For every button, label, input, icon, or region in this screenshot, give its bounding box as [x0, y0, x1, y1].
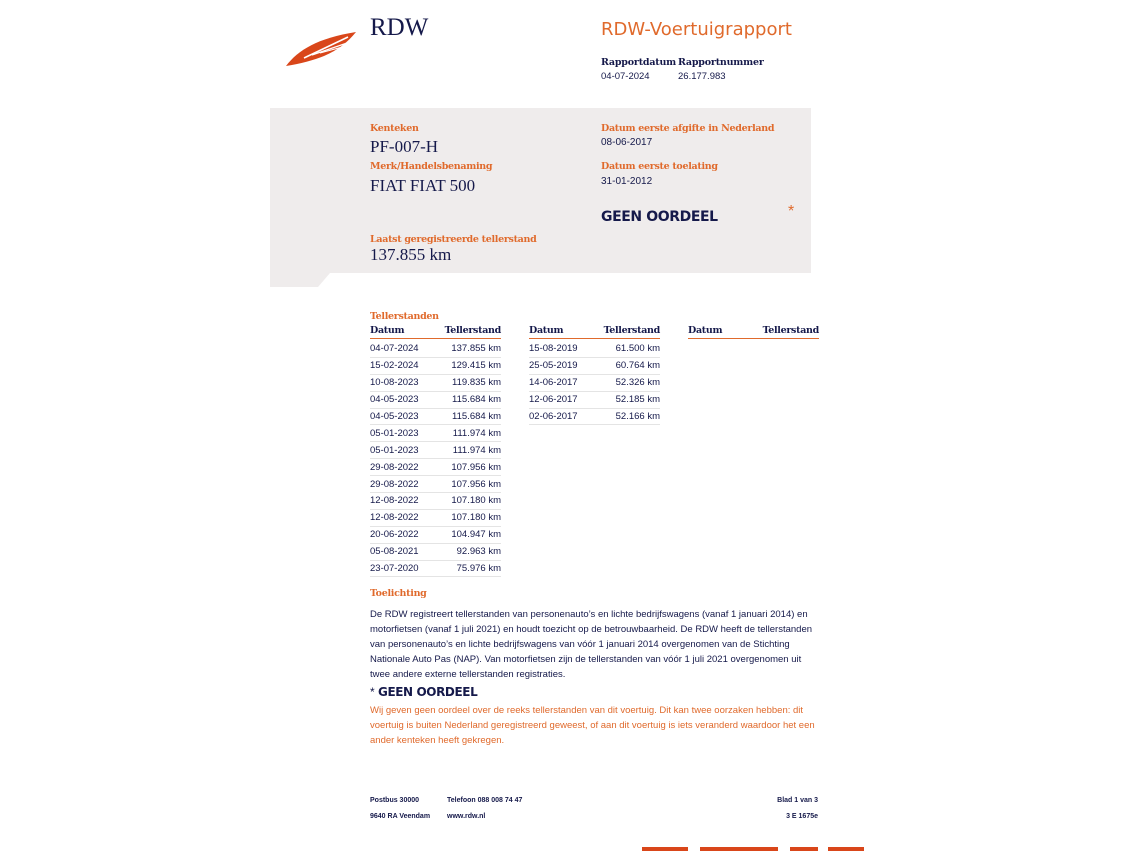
odometer-row — [370, 493, 501, 510]
odometer-reading: 92.963 km — [456, 546, 501, 558]
odometer-date: 12-06-2017 — [529, 394, 578, 406]
odometer-column-header — [688, 325, 819, 339]
odometer-rows — [688, 339, 819, 341]
panel-tail-shape — [270, 273, 330, 287]
rapportnummer-value: 26.177.983 — [678, 71, 726, 82]
geen-oordeel-heading — [370, 685, 477, 699]
footer-page-number: Blad 1 van 3 — [777, 797, 818, 804]
odometer-date: 05-08-2021 — [370, 546, 419, 558]
tellerstanden-title: Tellerstanden — [370, 311, 439, 322]
odometer-row — [370, 544, 501, 561]
toelating-label: Datum eerste toelating — [601, 161, 718, 172]
odometer-column-1 — [370, 325, 501, 577]
odometer-reading: 52.166 km — [615, 411, 660, 422]
odometer-reading: 107.956 km — [451, 461, 501, 473]
odometer-date: 14-06-2017 — [529, 377, 578, 389]
odometer-column-header — [370, 325, 501, 339]
datum-header: Datum — [688, 325, 723, 336]
geen-oordeel-asterisk: * — [370, 685, 375, 699]
odometer-row — [370, 527, 501, 544]
odometer-date: 04-05-2023 — [370, 394, 419, 406]
odometer-column-3 — [688, 325, 819, 341]
odometer-reading: 107.180 km — [451, 512, 501, 524]
odometer-row — [370, 392, 501, 409]
verdict-asterisk: * — [788, 203, 795, 220]
odometer-date: 05-01-2023 — [370, 444, 419, 456]
odometer-reading: 115.684 km — [452, 411, 501, 422]
brand-name: RDW — [370, 14, 429, 41]
odometer-reading: 129.415 km — [451, 360, 501, 372]
odometer-reading: 52.185 km — [615, 394, 660, 406]
odometer-reading: 104.947 km — [451, 529, 501, 541]
toelating-value: 31-01-2012 — [601, 176, 653, 187]
odometer-row — [370, 409, 501, 426]
rdw-feather-logo-icon — [284, 28, 360, 70]
odometer-row — [370, 425, 501, 442]
odometer-reading: 61.500 km — [615, 343, 660, 355]
odometer-date: 29-08-2022 — [370, 478, 419, 490]
odometer-row — [529, 392, 660, 409]
rapportnummer-label: Rapportnummer — [678, 57, 764, 68]
odometer-row — [370, 561, 501, 578]
odometer-date: 15-02-2024 — [370, 360, 419, 372]
odometer-date: 25-05-2019 — [529, 360, 578, 372]
afgifte-label: Datum eerste afgifte in Nederland — [601, 123, 775, 134]
odometer-rows — [370, 339, 501, 577]
odometer-reading: 60.764 km — [615, 360, 660, 372]
odometer-row — [370, 442, 501, 459]
tellerstand-header: Tellerstand — [762, 325, 819, 336]
odometer-row — [529, 375, 660, 392]
odometer-reading: 115.684 km — [452, 394, 501, 406]
geen-oordeel-text: Wij geven geen oordeel over de reeks tellerstanden van dit voertuig. Dit kan twee oorzaken hebben: dit voertuig is buiten Nederland geregistreerd geweest, of aan dit voertuig is iets veranderd waardoor het een ander kenteken heeft gekregen. — [370, 705, 815, 746]
footer-document-code: 3 E 1675e — [786, 813, 818, 820]
odometer-column-header — [529, 325, 660, 339]
tellerstand-header: Tellerstand — [444, 325, 501, 336]
tellerstand-header: Tellerstand — [603, 325, 660, 336]
footer-telefoon: Telefoon 088 008 74 47 — [447, 797, 523, 804]
odometer-date: 02-06-2017 — [529, 411, 578, 422]
odometer-date: 29-08-2022 — [370, 461, 419, 473]
footer-stripe — [828, 847, 864, 851]
odometer-date: 12-08-2022 — [370, 512, 419, 524]
odometer-reading: 107.956 km — [451, 478, 501, 490]
odometer-row — [370, 341, 501, 358]
odometer-date: 12-08-2022 — [370, 495, 419, 507]
merk-value: FIAT FIAT 500 — [370, 176, 476, 195]
tellerstand-value: 137.855 km — [370, 245, 452, 264]
datum-header: Datum — [370, 325, 405, 336]
afgifte-value: 08-06-2017 — [601, 137, 653, 148]
merk-label: Merk/Handelsbenaming — [370, 161, 493, 172]
rapportdatum-label: Rapportdatum — [601, 57, 677, 68]
odometer-reading: 75.976 km — [456, 563, 501, 575]
datum-header: Datum — [529, 325, 564, 336]
rapportdatum-value: 04-07-2024 — [601, 71, 650, 82]
footer-stripe — [642, 847, 688, 851]
verdict-badge: GEEN OORDEEL — [601, 209, 718, 225]
odometer-reading: 107.180 km — [451, 495, 501, 507]
odometer-date: 20-06-2022 — [370, 529, 419, 541]
kenteken-label: Kenteken — [370, 123, 419, 134]
odometer-reading: 119.835 km — [452, 377, 501, 389]
tellerstand-label: Laatst geregistreerde tellerstand — [370, 234, 537, 245]
odometer-reading: 52.326 km — [615, 377, 660, 389]
odometer-reading: 111.974 km — [452, 427, 501, 439]
odometer-row — [370, 375, 501, 392]
footer-stripe — [700, 847, 778, 851]
odometer-row — [529, 409, 660, 426]
odometer-rows — [529, 339, 660, 425]
odometer-column-2 — [529, 325, 660, 425]
odometer-date: 04-07-2024 — [370, 343, 419, 355]
footer-website[interactable]: www.rdw.nl — [447, 813, 486, 820]
odometer-row — [370, 510, 501, 527]
odometer-reading: 137.855 km — [451, 343, 501, 355]
odometer-row — [370, 358, 501, 375]
footer-stripe — [790, 847, 818, 851]
geen-oordeel-title: GEEN OORDEEL — [378, 685, 478, 699]
odometer-row — [370, 476, 501, 493]
odometer-row — [529, 341, 660, 358]
odometer-date: 10-08-2023 — [370, 377, 419, 389]
footer-plaats: 9640 RA Veendam — [370, 813, 431, 820]
toelichting-text: De RDW registreert tellerstanden van personenauto’s en lichte bedrijfswagens (vanaf 1 januari 2014) en motorfietsen (vanaf 1 juli 2021) en houdt toezicht op de betrouwbaarheid. De RDW heeft de tellerstanden van personenauto’s en lichte bedrijfswagens van vóór 1 januari 2014 overgenomen van de Stichting Nationale Auto Pas (NAP). Van motorfietsen zijn de tellerstanden van vóór 1 juli 2021 overgenomen uit twee andere externe tellerstanden registraties. — [370, 609, 813, 680]
odometer-date: 23-07-2020 — [370, 563, 419, 575]
odometer-date: 15-08-2019 — [529, 343, 578, 355]
odometer-date: 04-05-2023 — [370, 411, 419, 422]
report-title: RDW-Voertuigrapport — [601, 19, 792, 40]
toelichting-title: Toelichting — [370, 588, 427, 599]
odometer-date: 05-01-2023 — [370, 427, 419, 439]
footer-postbus: Postbus 30000 — [370, 797, 420, 804]
odometer-row — [370, 459, 501, 476]
odometer-row — [529, 358, 660, 375]
odometer-reading: 111.974 km — [452, 444, 501, 456]
kenteken-value: PF-007-H — [370, 137, 439, 156]
